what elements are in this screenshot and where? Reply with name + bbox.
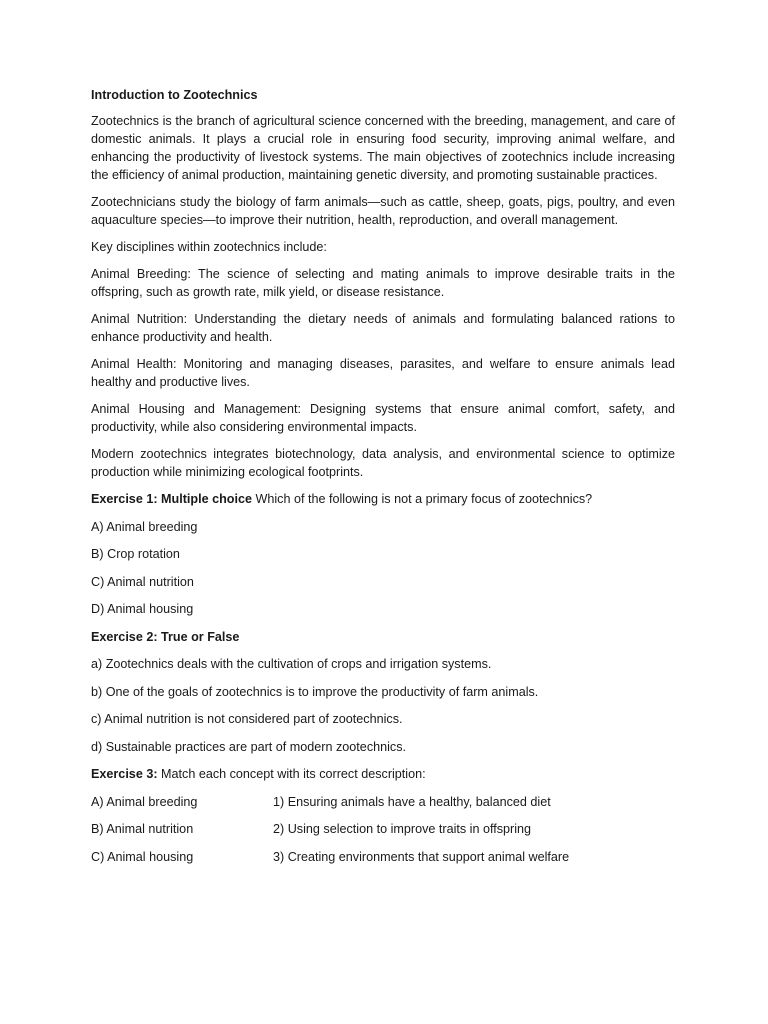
exercise3-heading: Exercise 3: — [91, 767, 158, 781]
exercise3-pair — [91, 793, 675, 811]
exercise3-concept: B) Animal nutrition — [91, 822, 194, 836]
document-title: Introduction to Zootechnics — [91, 88, 258, 102]
discipline-animal-health: Animal Health: Monitoring and managing diseases, parasites, and welfare to ensure animals lead healthy and productive lives. — [91, 357, 675, 389]
exercise3-concept: A) Animal breeding — [91, 794, 198, 809]
exercise3-description: 1) Ensuring animals have a healthy, balanced diet — [273, 794, 551, 809]
exercise2-statement-d: d) Sustainable practices are part of modern zootechnics. — [91, 739, 407, 754]
biology-paragraph: Zootechnicians study the biology of farm animals—such as cattle, sheep, goats, pigs, poultry, and even aquaculture species—to improve their nutrition, health, reproduction, and overall management. — [91, 195, 675, 227]
disciplines-intro: Key disciplines within zootechnics include: — [91, 240, 327, 254]
exercise1-option-a: A) Animal breeding — [91, 519, 198, 534]
exercise2-statement-c: c) Animal nutrition is not considered part of zootechnics. — [91, 712, 403, 726]
exercise3-prompt — [91, 765, 675, 783]
exercise1-question: Which of the following is not a primary focus of zootechnics? — [251, 492, 593, 506]
exercise2-statement-a: a) Zootechnics deals with the cultivation of crops and irrigation systems. — [91, 657, 492, 671]
exercise1-option-d: D) Animal housing — [91, 602, 194, 616]
exercise2-heading: Exercise 2: True or False — [91, 629, 240, 644]
exercise3-description: 3) Creating environments that support animal welfare — [273, 849, 570, 864]
exercise3-concept: C) Animal housing — [91, 849, 194, 864]
discipline-animal-housing: Animal Housing and Management: Designing systems that ensure animal comfort, safety, and productivity, while also considering environmental impacts. — [91, 402, 675, 434]
exercise2-statement-b: b) One of the goals of zootechnics is to improve the productivity of farm animals. — [91, 684, 539, 699]
closing-paragraph: Modern zootechnics integrates biotechnology, data analysis, and environmental science to optimize production while minimizing ecological footprints. — [91, 447, 675, 479]
exercise1-prompt — [91, 490, 675, 508]
exercise3-pair — [91, 848, 675, 866]
exercise3-description: 2) Using selection to improve traits in offspring — [273, 822, 532, 836]
exercise3-instruction: Match each concept with its correct description: — [157, 767, 426, 781]
exercise3-pair — [91, 820, 675, 838]
intro-paragraph: Zootechnics is the branch of agricultural science concerned with the breeding, management, and care of domestic animals. It plays a crucial role in ensuring food security, improving animal welfare, and enhancing the productivity of livestock systems. The main objectives of zootechnics include increasing the efficiency of animal production, maintaining genetic diversity, and promoting sustainable practices. — [91, 114, 675, 182]
exercise1-heading: Exercise 1: Multiple choice — [91, 492, 252, 506]
discipline-animal-nutrition: Animal Nutrition: Understanding the dietary needs of animals and formulating balanced rations to enhance productivity and health. — [91, 312, 675, 344]
exercise1-option-c: C) Animal nutrition — [91, 574, 194, 589]
discipline-animal-breeding: Animal Breeding: The science of selecting and mating animals to improve desirable traits in the offspring, such as growth rate, milk yield, or disease resistance. — [91, 267, 675, 299]
document-body — [91, 86, 675, 875]
exercise1-option-b: B) Crop rotation — [91, 547, 180, 561]
